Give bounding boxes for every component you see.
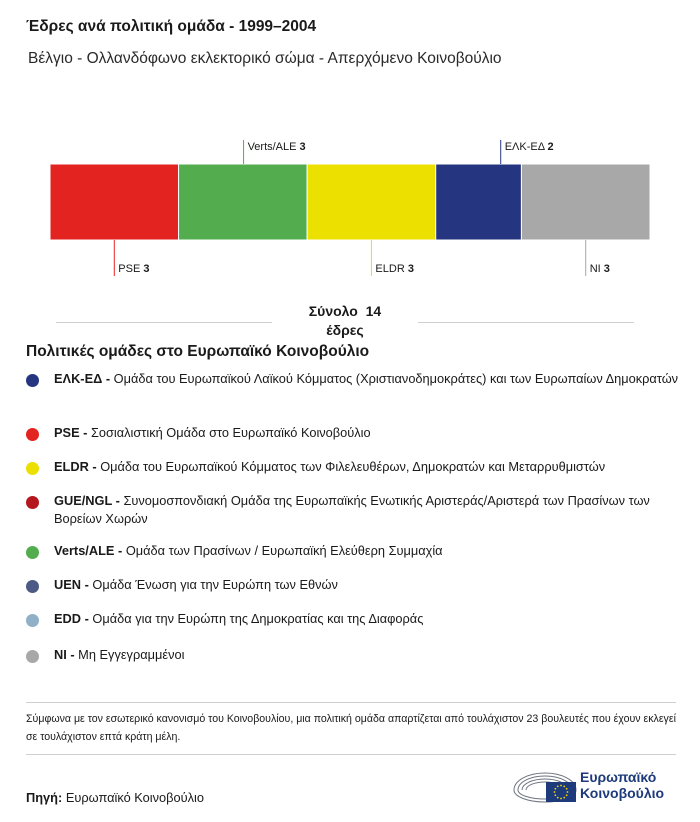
source-value: Ευρωπαϊκό Κοινοβούλιο [65,790,204,805]
eu-star [554,791,556,793]
legend-desc: Συνομοσπονδιακή Ομάδα της Ευρωπαϊκής Ενωτικής Αριστεράς/Αριστερά των Πρασίνων των Βορείων Χωρών [54,493,650,526]
european-parliament-logo [512,764,682,804]
legend-swatch [26,428,39,441]
legend-swatch [26,374,39,387]
legend-abbr: ELDR - [54,459,97,474]
data-label-ni: NI 3 [589,263,610,275]
total-value: 14 [365,303,382,319]
eu-star [557,785,559,787]
data-label-ελκ-εδ: ΕΛΚ-ΕΔ 2 [504,141,554,153]
legend-text [54,576,679,594]
eu-star [554,794,556,796]
chart-title: Έδρες ανά πολιτική ομάδα - 1999–2004 [26,18,317,35]
legend-abbr: Verts/ALE - [54,543,123,558]
eu-star [563,797,565,799]
legend-swatch [26,580,39,593]
legend-desc: Ομάδα Ένωση για την Ευρώπη των Εθνών [88,577,338,592]
source-label: Πηγή: [26,790,63,805]
bar-segment-ελκ-εδ [436,164,522,240]
legend-desc: Σοσιαλιστική Ομάδα στο Ευρωπαϊκό Κοινοβούλιο [87,425,371,440]
legend-swatch [26,496,39,509]
bar-segment-ni [521,164,650,240]
logo-line2: Κοινοβούλιο [580,785,665,801]
eu-star [560,785,562,787]
data-label-verts-ale: Verts/ALE 3 [247,141,306,153]
total-seats [272,302,418,340]
legend-abbr: ΕΛΚ-ΕΔ - [54,371,111,386]
legend-swatch [26,546,39,559]
chart-subtitle: Βέλγιο - Ολλανδόφωνο εκλεκτορικό σώμα - Απερχόμενο Κοινοβούλιο [28,50,502,67]
legend-text [54,542,679,560]
legend-text [54,370,679,388]
legend-desc: Ομάδα των Πρασίνων / Ευρωπαϊκή Ελεύθερη Συμμαχία [122,543,443,558]
eu-star [566,794,568,796]
legend-desc: Μη Εγγεγραμμένοι [74,647,185,662]
footnote-bottom-rule [26,754,676,755]
bar-segment-verts-ale [179,164,308,240]
footnote-top-rule [26,702,676,703]
total-label: Σύνολο [308,303,358,319]
total-unit: έδρες [326,322,364,338]
legend-text [54,646,679,664]
legend-desc: Ομάδα του Ευρωπαϊκού Κόμματος των Φιλελευθέρων, Δημοκρατών και Μεταρρυθμιστών [96,459,606,474]
legend-title: Πολιτικές ομάδες στο Ευρωπαϊκό Κοινοβούλιο [26,343,370,360]
legend-abbr: GUE/NGL - [54,493,120,508]
legend-desc: Ομάδα για την Ευρώπη της Δημοκρατίας και της Διαφοράς [88,611,424,626]
legend-abbr: NI - [54,647,75,662]
eu-star [566,788,568,790]
data-label-pse: PSE 3 [118,263,150,275]
eu-star [563,785,565,787]
legend-text [54,424,679,442]
legend-abbr: EDD - [54,611,89,626]
legend-swatch [26,462,39,475]
data-label-eldr: ELDR 3 [375,263,414,275]
legend-text [54,458,679,476]
bar-segment-pse [50,164,179,240]
eu-star [567,791,569,793]
legend-text [54,492,679,528]
footnote: Σύμφωνα με τον εσωτερικό κανονισμό του Κοινοβουλίου, μια πολιτική ομάδα απαρτίζεται από τουλάχιστον 23 βουλευτές που έχουν εκλεγεί σε τουλάχιστον επτά κράτη μέλη. [26,713,676,743]
eu-star [554,788,556,790]
total-divider-right [418,322,634,323]
total-divider-left [56,322,272,323]
stacked-bar-chart [0,130,700,290]
logo-line1: Ευρωπαϊκό [580,769,657,785]
source [26,790,204,805]
legend-text [54,610,679,628]
legend-abbr: UEN - [54,577,89,592]
bar-segment-eldr [307,164,436,240]
legend-swatch [26,650,39,663]
eu-star [557,797,559,799]
parliament-hemicycle-icon [512,764,578,804]
legend-swatch [26,614,39,627]
eu-star [560,798,562,800]
legend-desc: Ομάδα του Ευρωπαϊκού Λαϊκού Κόμματος (Χριστιανοδημοκράτες) και των Ευρωπαίων Δημοκρατών [110,371,679,386]
legend-abbr: PSE - [54,425,88,440]
